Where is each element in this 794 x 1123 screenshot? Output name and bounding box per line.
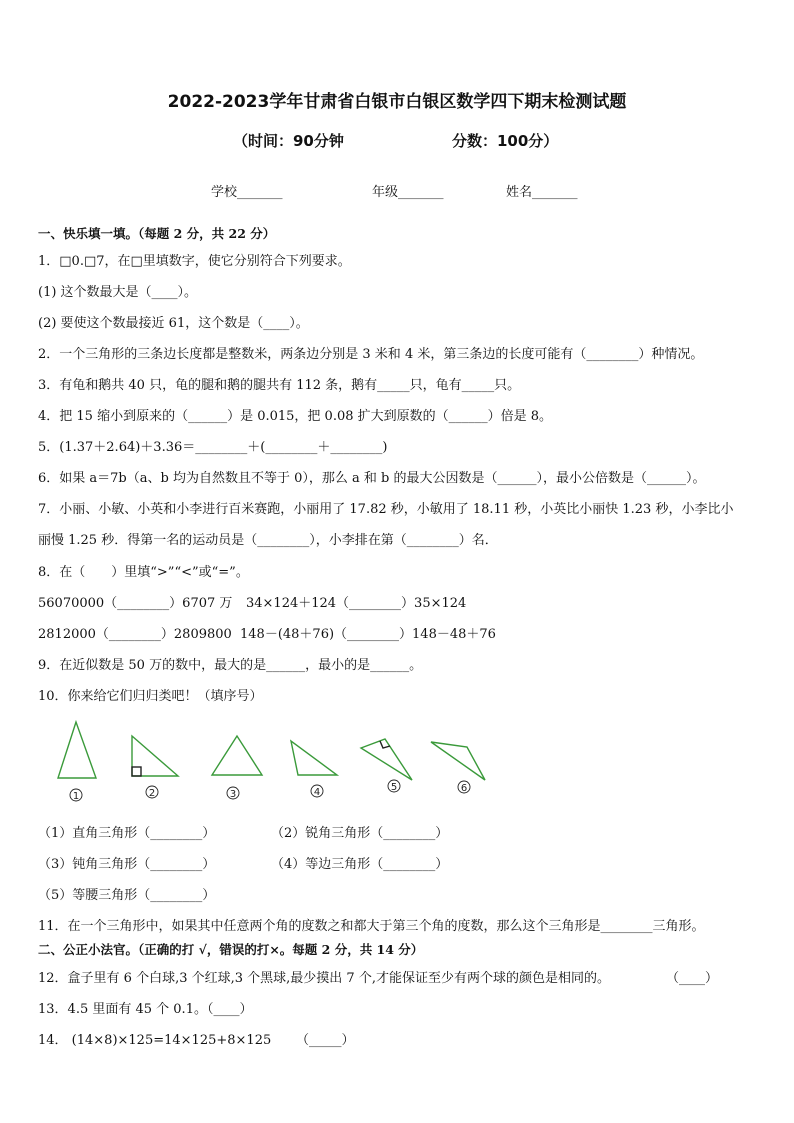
section-1-title: 一、快乐填一填。（每题 2 分，共 22 分） xyxy=(38,226,276,241)
right-angle-mark-2 xyxy=(132,767,141,776)
question-1: 1．□0.□7，在□里填数字，使它分别符合下列要求。 xyxy=(38,254,351,269)
question-8-item-b: 34×124＋124（________）35×124 xyxy=(246,596,467,611)
question-10: 10．你来给它们归归类吧！（填序号） xyxy=(38,689,263,704)
triangle-1 xyxy=(58,722,96,778)
triangle-label-5: 5 xyxy=(390,782,398,793)
question-12: 12．盒子里有 6 个白球,3 个红球,3 个黑球,最少摸出 7 个,才能保证至少有两个球的颜色是相同的。 xyxy=(38,971,610,986)
school-field: 学校_______ xyxy=(211,185,283,200)
triangle-2 xyxy=(132,736,178,776)
triangle-label-3: 3 xyxy=(229,789,237,800)
question-10-part-2: （2）锐角三角形（________） xyxy=(271,826,449,841)
question-2: 2．一个三角形的三条边长度都是整数米，两条边分别是 3 米和 4 米，第三条边的长度可能有（________）种情况。 xyxy=(38,347,704,362)
exam-time: （时间：90分钟 xyxy=(233,132,344,150)
triangle-label-6: 6 xyxy=(460,783,468,794)
question-8-item-d: 148－(48＋76)（________）148－48＋76 xyxy=(240,627,496,642)
question-13: 13．4.5 里面有 45 个 0.1。（____） xyxy=(38,1002,253,1017)
question-1-part-2: (2) 要使这个数最接近 61，这个数是（____）。 xyxy=(38,316,309,331)
question-12-blank: （____） xyxy=(666,971,719,986)
page-title: 2022-2023学年甘肃省白银市白银区数学四下期末检测试题 xyxy=(167,92,627,112)
question-5: 5．(1.37＋2.64)＋3.36＝________＋(________＋________) xyxy=(38,440,388,455)
grade-field: 年级_______ xyxy=(372,185,444,200)
question-8: 8．在（ ）里填“>”“<”或“=”。 xyxy=(38,565,249,580)
triangle-6 xyxy=(431,742,485,780)
triangle-4 xyxy=(291,741,337,775)
question-14: 14． (14×8)×125=14×125+8×125 xyxy=(38,1033,272,1048)
question-1-part-1: (1) 这个数最大是（____）。 xyxy=(38,285,198,300)
name-field: 姓名_______ xyxy=(506,185,578,200)
question-10-part-3: （3）钝角三角形（________） xyxy=(38,857,216,872)
triangle-label-2: 2 xyxy=(148,788,156,799)
question-9: 9．在近似数是 50 万的数中，最大的是______，最小的是______。 xyxy=(38,658,423,673)
triangle-label-1: 1 xyxy=(72,791,80,802)
question-3: 3．有龟和鹅共 40 只，龟的腿和鹅的腿共有 112 条，鹅有_____只，龟有_____只。 xyxy=(38,378,521,393)
question-10-part-5: （5）等腰三角形（________） xyxy=(38,888,216,903)
triangle-3 xyxy=(212,736,262,775)
question-8-item-a: 56070000（________）6707 万 xyxy=(38,596,233,611)
question-14-blank: （_____） xyxy=(296,1033,355,1048)
question-8-item-c: 2812000（________）2809800 xyxy=(38,627,232,642)
question-7-line-2: 丽慢 1.25 秒．得第一名的运动员是（________），小李排在第（________）名． xyxy=(38,533,498,548)
triangle-5 xyxy=(361,739,412,780)
question-11: 11．在一个三角形中，如果其中任意两个角的度数之和都大于第三个角的度数，那么这个三角形是________三角形。 xyxy=(38,919,705,934)
question-7-line-1: 7．小丽、小敏、小英和小李进行百米赛跑，小丽用了 17.82 秒，小敏用了 18.11 秒，小英比小丽快 1.23 秒，小李比小 xyxy=(38,502,734,517)
question-4: 4．把 15 缩小到原来的（______）是 0.015，把 0.08 扩大到原数的（______）倍是 8。 xyxy=(38,409,553,424)
triangle-label-4: 4 xyxy=(313,787,321,798)
question-10-part-4: （4）等边三角形（________） xyxy=(271,857,449,872)
exam-score: 分数：100分） xyxy=(452,132,559,150)
question-10-part-1: （1）直角三角形（________） xyxy=(38,826,216,841)
section-2-title: 二、公正小法官。（正确的打 √，错误的打×。每题 2 分，共 14 分） xyxy=(38,942,424,957)
question-6: 6．如果 a＝7b（a、b 均为自然数且不等于 0），那么 a 和 b 的最大公因数是（______），最小公倍数是（______）。 xyxy=(38,471,706,486)
